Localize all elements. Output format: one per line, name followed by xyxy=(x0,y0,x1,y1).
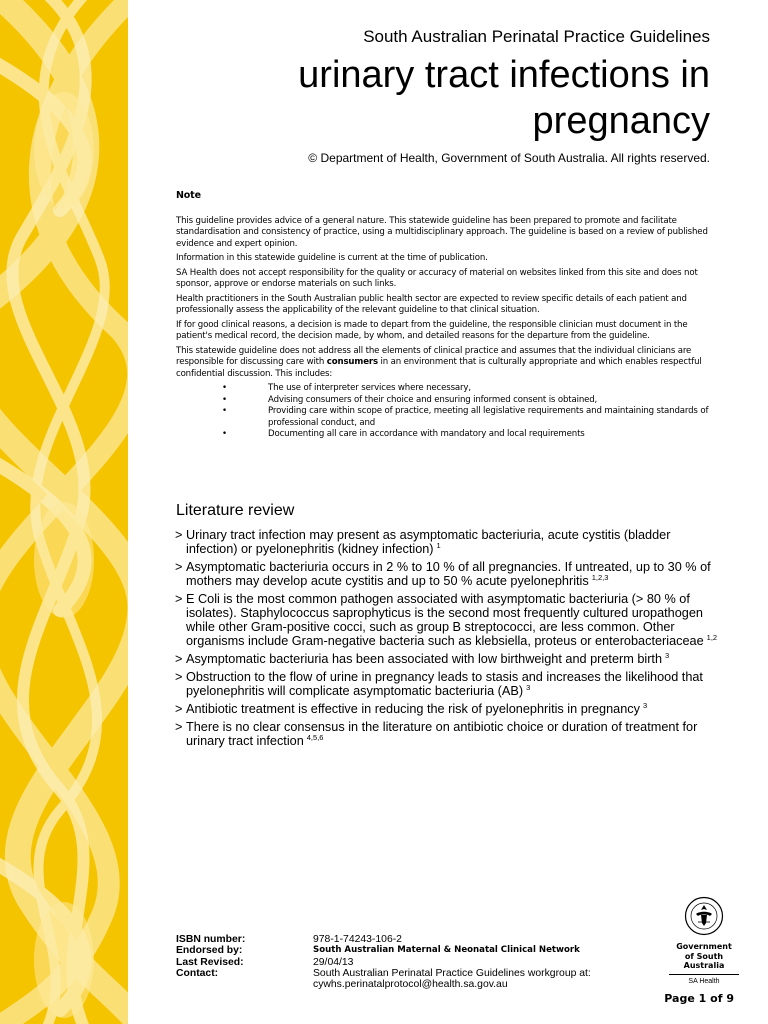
note-paragraph: SA Health does not accept responsibility for the quality or accuracy of material on websites linked from this site and does not sponsor, approve or endorse materials on such links. xyxy=(176,267,698,289)
sa-health-label: SA Health xyxy=(688,977,720,985)
endorsed-row xyxy=(176,945,606,956)
logo-divider xyxy=(669,974,739,975)
government-line: of South Australia xyxy=(683,951,725,970)
literature-item-text: Obstruction to the flow of urine in pregnancy leads to stasis and increases the likelihood that pyelonephritis will complicate asymptomatic bacteriuria (AB) xyxy=(186,670,703,698)
note-paragraph: Information in this statewide guideline is current at the time of publication. xyxy=(176,253,488,263)
bullet-icon: • xyxy=(222,394,227,405)
reference-superscript: 1,2 xyxy=(706,633,718,642)
reference-superscript: 1,2,3 xyxy=(591,573,609,582)
revised-label: Last Revised: xyxy=(176,956,244,968)
isbn-row xyxy=(176,934,606,945)
contact-row xyxy=(176,968,606,991)
note-bullet-text: Advising consumers of their choice and ensuring informed consent is obtained, xyxy=(268,394,598,405)
bullet-icon: • xyxy=(222,429,227,439)
arrow-bullet-icon: > xyxy=(175,560,183,574)
literature-item xyxy=(175,720,720,748)
note-heading: Note xyxy=(176,190,201,201)
arrow-bullet-icon: > xyxy=(175,720,183,734)
note-bullet-item xyxy=(176,383,716,395)
page-total: 9 xyxy=(726,992,734,1005)
contact-value xyxy=(313,968,606,991)
isbn-label: ISBN number: xyxy=(176,934,246,945)
literature-item xyxy=(175,560,720,588)
page-prefix: Page xyxy=(664,992,695,1005)
literature-item xyxy=(175,652,720,666)
reference-superscript: 4,5,6 xyxy=(306,733,324,742)
literature-item-text: Asymptomatic bacteriuria has been associated with low birthweight and preterm birth xyxy=(186,652,663,666)
note-paragraph: This guideline provides advice of a general nature. This statewide guideline has been prepared to promote and facilitate standardisation and consistency of practice, using a multidisciplinary approach. The guideline is based on a review of published evidence and expert opinion. xyxy=(176,215,708,249)
decorative-side-band xyxy=(0,0,128,1024)
page-title: urinary tract infections in pregnancy xyxy=(298,54,710,142)
literature-item xyxy=(175,592,720,648)
literature-item xyxy=(175,528,720,556)
literature-item-text: There is no clear consensus in the literature on antibiotic choice or duration of treatment for urinary tract infection xyxy=(186,720,698,748)
revised-value: 29/04/13 xyxy=(313,956,354,968)
literature-item-text: Antibiotic treatment is effective in reducing the risk of pyelonephritis in pregnancy xyxy=(186,702,640,716)
page-current: 1 xyxy=(698,992,707,1005)
note-bullet-text: The use of interpreter services where necessary, xyxy=(268,383,471,393)
note-bullet-item xyxy=(176,406,716,429)
note-section xyxy=(176,190,716,441)
page-separator: of xyxy=(710,992,723,1005)
arrow-bullet-icon: > xyxy=(175,592,183,606)
literature-item-text: Asymptomatic bacteriuria occurs in 2 % to 10 % of all pregnancies. If untreated, up to 30 % of mothers may develop acute cystitis and up to 50 % acute pyelonephritis xyxy=(186,560,711,588)
arrow-bullet-icon: > xyxy=(175,702,183,716)
government-line: Government xyxy=(676,942,732,951)
arrow-bullet-icon: > xyxy=(175,652,183,666)
isbn-value: 978-1-74243-106-2 xyxy=(313,934,402,945)
literature-review-list xyxy=(175,528,720,752)
note-paragraph: If for good clinical reasons, a decision is made to depart from the guideline, the responsible clinician must document in the patient's medical record, the decision made, by whom, and detailed reasons for the departure from the guideline. xyxy=(176,319,688,341)
reference-superscript: 3 xyxy=(665,651,670,660)
document-metadata xyxy=(176,934,606,990)
government-name xyxy=(664,942,744,971)
arrow-bullet-icon: > xyxy=(175,528,183,542)
contact-email-link[interactable]: cywhs.perinatalprotocol@health.sa.gov.au xyxy=(313,979,508,991)
consumers-emphasis: consumers xyxy=(326,357,378,367)
reference-superscript: 3 xyxy=(642,701,648,710)
endorsed-value: South Australian Maternal & Neonatal Clinical Network xyxy=(313,945,580,956)
note-text: in an environment that is culturally appropriate and which enables respectful confidential discussion. This includes: xyxy=(176,357,702,379)
reference-superscript: 3 xyxy=(526,683,531,692)
note-bullet-item xyxy=(176,429,716,441)
note-paragraph: Health practitioners in the South Australian public health sector are expected to review specific details of each patient and professionally assess the applicability of the relevant guideline to that clinical situation. xyxy=(176,293,687,315)
literature-item-text: Urinary tract infection may present as asymptomatic bacteriuria, acute cystitis (bladder infection) or pyelonephritis (kidney infection) xyxy=(186,528,671,556)
bullet-icon: • xyxy=(222,406,227,416)
contact-label: Contact: xyxy=(176,967,219,979)
literature-item xyxy=(175,702,720,716)
note-paragraph-includes xyxy=(176,346,716,381)
ribbon-pattern xyxy=(0,0,128,1024)
literature-review-heading: Literature review xyxy=(176,502,295,519)
literature-item-text: E Coli is the most common pathogen associated with asymptomatic bacteriuria (> 80 % of isolates). Staphylococcus saprophyticus is the second most frequently cultured uropathogen while other Gram-positive cocci, such as group B streptococci, are less common. Other organisms include Gram-negative bacteria such as klebsiella, proteus or enterobacteriaceae xyxy=(186,592,704,648)
revised-row xyxy=(176,957,606,968)
page-number xyxy=(664,992,734,1005)
sa-state-badge-icon xyxy=(684,896,724,936)
note-bullet-item xyxy=(176,395,716,407)
literature-item xyxy=(175,670,720,698)
note-text: This statewide guideline does not address all the elements of clinical practice and assumes that the individual clinicians are responsible for discussing care with xyxy=(176,345,692,367)
endorsed-label: Endorsed by: xyxy=(176,945,243,957)
contact-workgroup: South Australian Perinatal Practice Guidelines workgroup at: xyxy=(313,967,591,979)
copyright-notice: © Department of Health, Government of South Australia. All rights reserved. xyxy=(308,151,710,165)
reference-superscript: 1 xyxy=(436,541,441,550)
bullet-icon: • xyxy=(222,383,227,393)
government-logo xyxy=(664,896,744,985)
note-bullet-list xyxy=(176,383,716,441)
note-bullet-text: Providing care within scope of practice, meeting all legislative requirements and maintaining standards of professional conduct, and xyxy=(268,406,709,428)
note-bullet-text: Documenting all care in accordance with mandatory and local requirements xyxy=(268,429,585,439)
arrow-bullet-icon: > xyxy=(175,670,183,684)
guideline-series-title: South Australian Perinatal Practice Guidelines xyxy=(363,27,710,46)
